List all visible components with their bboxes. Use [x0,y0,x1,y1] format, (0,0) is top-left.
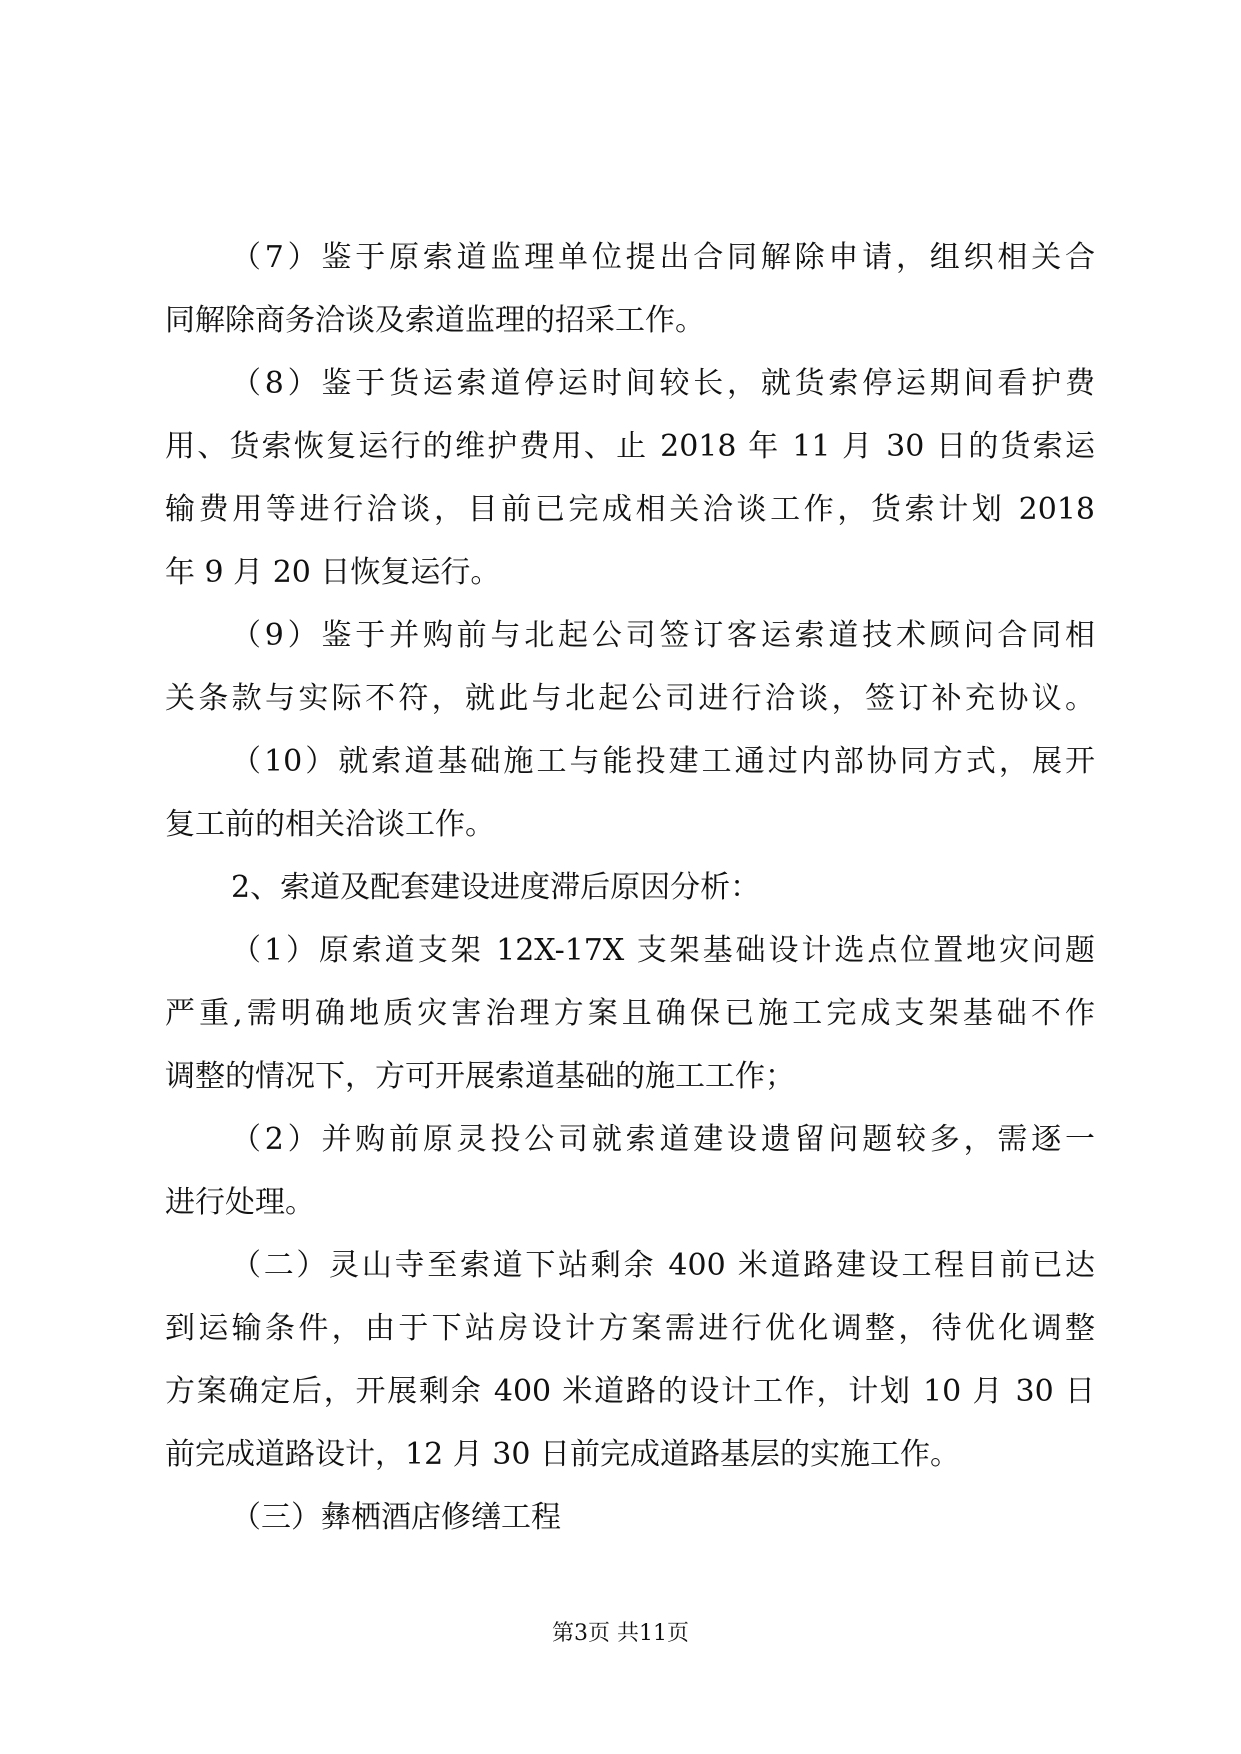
section-er-line-3: 方案确定后，开展剩余 400 米道路的设计工作，计划 10 月 30 日 [165,1374,1095,1409]
paragraph-7-line-2: 同解除商务洽谈及索道监理的招采工作。 [165,303,705,338]
paragraph-9-line-1: （9）鉴于并购前与北起公司签订客运索道技术顾问合同相 [231,618,1095,653]
paragraph-8-line-3: 输费用等进行洽谈，目前已完成相关洽谈工作，货索计划 2018 [165,492,1095,527]
paragraph-8-line-2: 用、货索恢复运行的维护费用、止 2018 年 11 月 30 日的货索运 [165,429,1095,464]
section-2-heading: 2、索道及配套建设进度滞后原因分析： [231,870,761,905]
item-1-line-3: 调整的情况下，方可开展索道基础的施工工作； [165,1059,795,1094]
section-er-line-1: （二）灵山寺至索道下站剩余 400 米道路建设工程目前已达 [231,1248,1095,1283]
item-1-line-2: 严重,需明确地质灾害治理方案且确保已施工完成支架基础不作 [165,996,1095,1031]
page-footer: 第3页 共11页 [552,1621,689,1646]
section-san-heading: （三）彝栖酒店修缮工程 [231,1500,561,1535]
paragraph-8-line-1: （8）鉴于货运索道停运时间较长，就货索停运期间看护费 [231,366,1095,401]
item-2-line-1: （2）并购前原灵投公司就索道建设遗留问题较多，需逐一 [231,1122,1095,1157]
section-er-line-4: 前完成道路设计，12 月 30 日前完成道路基层的实施工作。 [165,1437,960,1472]
item-1-line-1: （1）原索道支架 12X-17X 支架基础设计选点位置地灾问题 [231,933,1095,968]
paragraph-9-line-2: 关条款与实际不符，就此与北起公司进行洽谈，签订补充协议。 [165,681,1095,716]
paragraph-10-line-1: （10）就索道基础施工与能投建工通过内部协同方式，展开 [231,744,1095,779]
section-er-line-2: 到运输条件，由于下站房设计方案需进行优化调整，待优化调整 [165,1311,1095,1346]
item-2-line-2: 进行处理。 [165,1185,315,1220]
document-body [165,226,1095,1549]
paragraph-8-line-4: 年 9 月 20 日恢复运行。 [165,555,501,590]
paragraph-7-line-1: （7）鉴于原索道监理单位提出合同解除申请，组织相关合 [231,240,1095,275]
paragraph-10-line-2: 复工前的相关洽谈工作。 [165,807,495,842]
